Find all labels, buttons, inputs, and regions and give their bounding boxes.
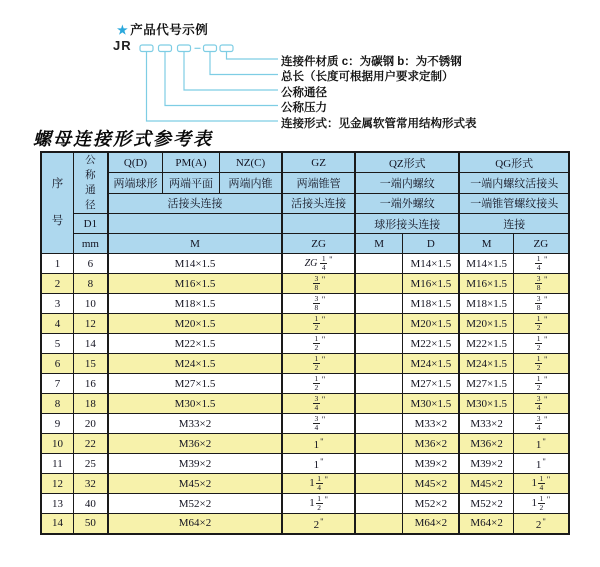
cell-gz-size: $\frac{1}{2}$ " (282, 374, 355, 394)
cell-seq: 10 (41, 434, 73, 454)
header-group-pma: PM(A) (163, 152, 220, 173)
cell-qg-zg: 1" (513, 454, 569, 474)
cell-qz-m (355, 254, 403, 274)
callout-line-pressure (165, 52, 278, 106)
cell-qz-m (355, 394, 403, 414)
cell-qg-zg: $\frac{3}{4}$ " (513, 414, 569, 434)
cell-qz-m (355, 354, 403, 374)
cell-m-thread: M30×1.5 (108, 394, 282, 414)
header-conn-qz: 一端外螺纹 (355, 193, 459, 214)
cell-qg-zg: $\frac{1}{2}$ " (513, 334, 569, 354)
callout-length: 总长（长度可根据用户要求定制） (281, 71, 454, 83)
table-row (41, 314, 569, 334)
header-desc-qd: 两端球形 (108, 173, 163, 194)
table-row (41, 414, 569, 434)
cell-qz-m (355, 334, 403, 354)
callout-line-connection (147, 52, 279, 121)
cell-m-thread: M33×2 (108, 414, 282, 434)
cell-qz-d: M22×1.5 (403, 334, 460, 354)
header-empty-gz (282, 214, 355, 234)
cell-qg-zg: $\frac{3}{8}$ " (513, 294, 569, 314)
header-desc-pma: 两端平面 (163, 173, 220, 194)
cell-qg-m: M30×1.5 (459, 394, 513, 414)
cell-seq: 4 (41, 314, 73, 334)
header-group-gz: GZ (282, 152, 355, 173)
star-icon: ★ (117, 23, 129, 37)
cell-dn: 32 (73, 474, 107, 494)
cell-qz-d: M64×2 (403, 514, 460, 534)
header-desc-qg: 一端内螺纹活接头 (459, 173, 569, 194)
cell-qg-m: M22×1.5 (459, 334, 513, 354)
cell-gz-size: $\frac{3}{4}$ " (282, 414, 355, 434)
cell-qg-m: M20×1.5 (459, 314, 513, 334)
cell-m-thread: M24×1.5 (108, 354, 282, 374)
header-dn: 公称通径 (73, 152, 107, 214)
cell-qz-d: M27×1.5 (403, 374, 460, 394)
cell-gz-size: 1 $\frac{1}{2}$ " (282, 494, 355, 514)
cell-qg-m: M24×1.5 (459, 354, 513, 374)
cell-seq: 2 (41, 274, 73, 294)
header-unit-qz-d: D (403, 234, 460, 254)
cell-gz-size: $\frac{3}{4}$ " (282, 394, 355, 414)
table-row (41, 254, 569, 274)
cell-seq: 12 (41, 474, 73, 494)
cell-qz-d: M20×1.5 (403, 314, 460, 334)
cell-gz-size: ZG $\frac{1}{4}$ " (282, 254, 355, 274)
table-row (41, 294, 569, 314)
callout-line-length (210, 52, 278, 75)
cell-qz-m (355, 294, 403, 314)
cell-qg-zg: $\frac{1}{2}$ " (513, 354, 569, 374)
header-desc-gz: 两端锥管 (282, 173, 355, 194)
header-group-qg: QG形式 (459, 152, 569, 173)
cell-qz-d: M45×2 (403, 474, 460, 494)
callout-diameter: 公称通径 (281, 86, 327, 99)
cell-seq: 5 (41, 334, 73, 354)
cell-gz-size: 1" (282, 454, 355, 474)
cell-qg-m: M16×1.5 (459, 274, 513, 294)
header-unit-qg-zg: ZG (513, 234, 569, 254)
callout-pressure: 公称压力 (281, 102, 327, 114)
cell-dn: 40 (73, 494, 107, 514)
nut-connection-table (40, 151, 570, 535)
cell-qz-d: M18×1.5 (403, 294, 460, 314)
table-row (41, 374, 569, 394)
cell-qg-m: M64×2 (459, 514, 513, 534)
callout-line-material (227, 52, 279, 59)
cell-seq: 6 (41, 354, 73, 374)
cell-qz-m (355, 414, 403, 434)
cell-seq: 13 (41, 494, 73, 514)
cell-qg-zg: $\frac{3}{8}$ " (513, 274, 569, 294)
header-seq: 序号 (41, 152, 73, 254)
cell-qz-d: M24×1.5 (403, 354, 460, 374)
cell-gz-size: $\frac{3}{8}$ " (282, 274, 355, 294)
cell-m-thread: M39×2 (108, 454, 282, 474)
table-title: 螺母连接形式参考表 (33, 129, 213, 150)
code-box-4 (204, 45, 217, 52)
cell-qg-m: M14×1.5 (459, 254, 513, 274)
cell-qz-m (355, 474, 403, 494)
cell-gz-size: $\frac{3}{8}$ " (282, 294, 355, 314)
cell-m-thread: M64×2 (108, 514, 282, 534)
header-unit-qg-m: M (459, 234, 513, 254)
table-row (41, 354, 569, 374)
cell-seq: 7 (41, 374, 73, 394)
cell-dn: 15 (73, 354, 107, 374)
header-empty-left (108, 214, 282, 234)
cell-gz-size: $\frac{1}{2}$ " (282, 314, 355, 334)
cell-qz-m (355, 514, 403, 534)
header-unit-zg: ZG (282, 234, 355, 254)
cell-dn: 10 (73, 294, 107, 314)
table-row (41, 394, 569, 414)
cell-qg-zg: $\frac{3}{4}$ " (513, 394, 569, 414)
code-box-1 (140, 45, 153, 52)
cell-seq: 3 (41, 294, 73, 314)
product-code-prefix: JR (113, 38, 132, 53)
cell-qg-m: M45×2 (459, 474, 513, 494)
header-conn-union: 活接头连接 (108, 193, 282, 214)
cell-qg-zg: 1" (513, 434, 569, 454)
cell-qz-d: M14×1.5 (403, 254, 460, 274)
cell-qz-d: M36×2 (403, 434, 460, 454)
cell-seq: 11 (41, 454, 73, 474)
cell-gz-size: 1 $\frac{1}{4}$ " (282, 474, 355, 494)
cell-qz-d: M33×2 (403, 414, 460, 434)
cell-dn: 22 (73, 434, 107, 454)
cell-seq: 1 (41, 254, 73, 274)
cell-qz-m (355, 274, 403, 294)
header-conn-gz: 活接头连接 (282, 193, 355, 214)
cell-dn: 20 (73, 414, 107, 434)
cell-seq: 9 (41, 414, 73, 434)
cell-m-thread: M45×2 (108, 474, 282, 494)
cell-qz-d: M39×2 (403, 454, 460, 474)
cell-gz-size: 2" (282, 514, 355, 534)
callout-material: 连接件材质 c：为碳钢 b：为不锈钢 (281, 55, 462, 68)
cell-gz-size: 1" (282, 434, 355, 454)
header-d1: D1 (73, 214, 107, 234)
cell-m-thread: M36×2 (108, 434, 282, 454)
cell-seq: 14 (41, 514, 73, 534)
cell-qg-zg: 1 $\frac{1}{4}$ " (513, 474, 569, 494)
table-row (41, 514, 569, 534)
cell-m-thread: M16×1.5 (108, 274, 282, 294)
table-row (41, 474, 569, 494)
cell-qg-m: M39×2 (459, 454, 513, 474)
cell-qg-m: M52×2 (459, 494, 513, 514)
code-box-2 (159, 45, 172, 52)
cell-dn: 16 (73, 374, 107, 394)
cell-dn: 18 (73, 394, 107, 414)
header-conn-qg: 一端锥管螺纹接头 (459, 193, 569, 214)
table-row (41, 454, 569, 474)
table-header (41, 152, 569, 254)
header-ballconn-qz: 球形接头连接 (355, 214, 459, 234)
table-row (41, 494, 569, 514)
header-group-qz: QZ形式 (355, 152, 459, 173)
callout-connection: 连接形式：见金属软管常用结构形式表 (281, 117, 477, 130)
code-box-3 (178, 45, 191, 52)
code-box-5 (220, 45, 233, 52)
header-conn2-qg: 连接 (459, 214, 569, 234)
cell-qg-zg: 2" (513, 514, 569, 534)
table-row (41, 334, 569, 354)
cell-qz-d: M16×1.5 (403, 274, 460, 294)
cell-qg-zg: $\frac{1}{2}$ " (513, 374, 569, 394)
header-mm: mm (73, 234, 107, 254)
cell-seq: 8 (41, 394, 73, 414)
cell-qg-m: M33×2 (459, 414, 513, 434)
header-group-nzc: NZ(C) (219, 152, 282, 173)
cell-qg-zg: 1 $\frac{1}{2}$ " (513, 494, 569, 514)
header-desc-qz: 一端内螺纹 (355, 173, 459, 194)
cell-qz-d: M30×1.5 (403, 394, 460, 414)
cell-m-thread: M18×1.5 (108, 294, 282, 314)
header-desc-nzc: 两端内锥 (219, 173, 282, 194)
cell-m-thread: M52×2 (108, 494, 282, 514)
cell-qg-m: M18×1.5 (459, 294, 513, 314)
cell-qg-m: M27×1.5 (459, 374, 513, 394)
cell-dn: 8 (73, 274, 107, 294)
cell-gz-size: $\frac{1}{2}$ " (282, 334, 355, 354)
cell-dn: 14 (73, 334, 107, 354)
cell-m-thread: M27×1.5 (108, 374, 282, 394)
cell-dn: 25 (73, 454, 107, 474)
cell-qz-m (355, 494, 403, 514)
cell-m-thread: M20×1.5 (108, 314, 282, 334)
cell-qg-zg: $\frac{1}{2}$ " (513, 314, 569, 334)
product-code-example-label: 产品代号示例 (130, 23, 209, 37)
cell-dn: 12 (73, 314, 107, 334)
header-unit-qz-m: M (355, 234, 403, 254)
cell-qg-zg: $\frac{1}{4}$ " (513, 254, 569, 274)
cell-dn: 6 (73, 254, 107, 274)
table-row (41, 274, 569, 294)
header-group-qd: Q(D) (108, 152, 163, 173)
table-body (41, 254, 569, 534)
callout-line-diameter (184, 52, 278, 90)
cell-qz-d: M52×2 (403, 494, 460, 514)
cell-m-thread: M22×1.5 (108, 334, 282, 354)
cell-qz-m (355, 374, 403, 394)
cell-qz-m (355, 434, 403, 454)
cell-dn: 50 (73, 514, 107, 534)
cell-gz-size: $\frac{1}{2}$ " (282, 354, 355, 374)
table-row (41, 434, 569, 454)
cell-m-thread: M14×1.5 (108, 254, 282, 274)
cell-qz-m (355, 454, 403, 474)
cell-qz-m (355, 314, 403, 334)
header-unit-m: M (108, 234, 282, 254)
cell-qg-m: M36×2 (459, 434, 513, 454)
